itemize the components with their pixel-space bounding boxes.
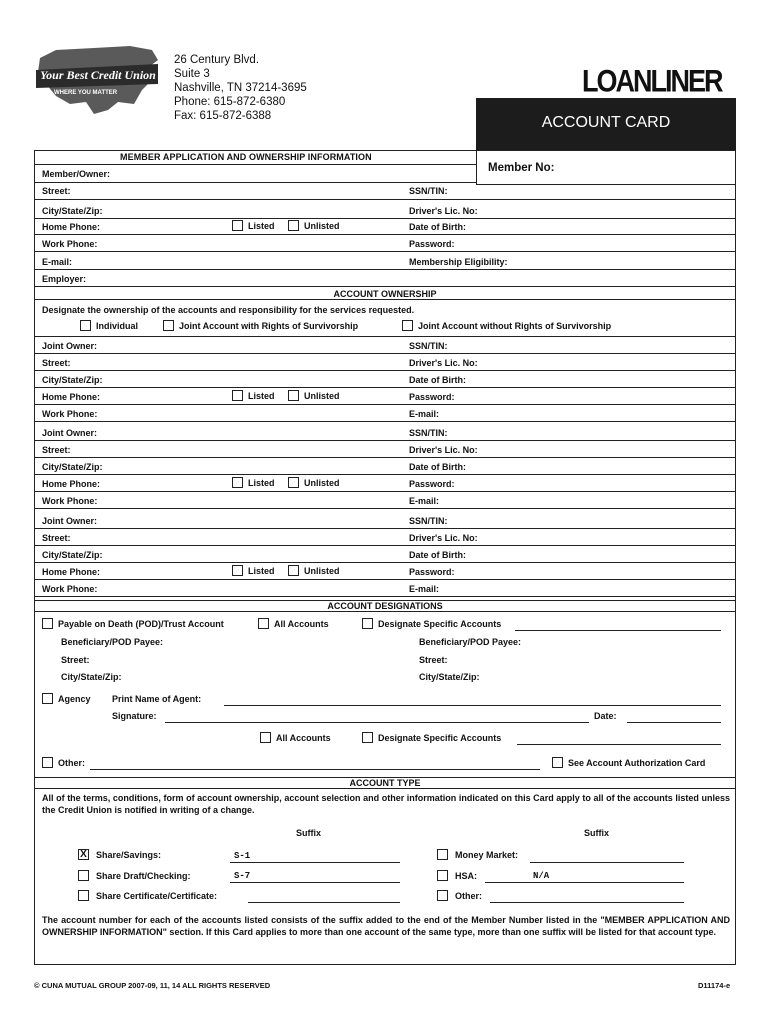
beneficiary-city-label: City/State/Zip: [61, 672, 122, 682]
agency-checkbox[interactable] [42, 694, 91, 705]
share-draft-checkbox[interactable] [78, 871, 191, 882]
money-market-checkbox[interactable] [437, 850, 518, 861]
form-frame [34, 150, 736, 965]
agent-name-line[interactable] [224, 705, 721, 706]
row-divider [34, 474, 736, 475]
city-label: City/State/Zip: [42, 462, 103, 472]
hsa-label: HSA: [455, 871, 477, 881]
street-label: Street: [42, 445, 71, 455]
city-label: City/State/Zip: [42, 550, 103, 560]
row-divider [34, 508, 736, 509]
work-phone-label: Work Phone: [42, 239, 98, 249]
account-number-note: The account number for each of the accounts listed consists of the suffix added to the end of the Member Number listed in the "MEMBER APPLICATION AND OWNERSHIP INFORMATION" section. If this Card applies to more than one account of the same type, more than one suffix will be listed for that account type. [42, 915, 730, 937]
share-draft-label: Share Draft/Checking: [96, 871, 191, 881]
logo-tagline: WHERE YOU MATTER [54, 90, 118, 96]
listed-checkbox[interactable] [232, 221, 275, 232]
joint-no-rights-checkbox[interactable] [402, 321, 611, 332]
account-card-title-bar [476, 98, 736, 150]
suffix-heading: Suffix [296, 828, 322, 838]
member-no-label: Member No: [488, 162, 555, 174]
checkbox-icon [80, 320, 91, 331]
designations-title: ACCOUNT DESIGNATIONS [34, 600, 736, 612]
address-line: 26 Century Blvd. [174, 54, 260, 66]
row-divider [34, 387, 736, 388]
pod-specific-checkbox[interactable] [362, 619, 501, 630]
home-phone-label: Home Phone: [42, 567, 101, 577]
city-label: City/State/Zip: [42, 375, 103, 385]
unlisted-label: Unlisted [304, 478, 340, 488]
checkbox-icon [437, 890, 448, 901]
row-divider [34, 491, 736, 492]
dob-label: Date of Birth: [409, 550, 466, 560]
share-cert-label: Share Certificate/Certificate: [96, 891, 218, 901]
agency-label: Agency [58, 694, 91, 704]
listed-label: Listed [248, 221, 275, 231]
email-label: E-mail: [409, 496, 440, 506]
ownership-instruction: Designate the ownership of the accounts and responsibility for the services requested. [42, 305, 415, 315]
checkbox-icon [42, 693, 53, 704]
unlisted-label: Unlisted [304, 566, 340, 576]
row-divider [34, 528, 736, 529]
work-phone-label: Work Phone: [42, 496, 98, 506]
address-line: Fax: 615-872-6388 [174, 110, 272, 122]
checkbox-icon [232, 220, 243, 231]
beneficiary-street-label-2: Street: [419, 655, 448, 665]
checkbox-icon [437, 849, 448, 860]
other-label: Other: [58, 758, 85, 768]
work-phone-label: Work Phone: [42, 409, 98, 419]
usa-map-logo-icon [34, 44, 160, 124]
checkbox-icon [232, 390, 243, 401]
checkbox-icon [402, 320, 413, 331]
beneficiary-street-label: Street: [61, 655, 90, 665]
listed-label: Listed [248, 478, 275, 488]
listed-checkbox[interactable] [232, 391, 275, 402]
home-phone-label: Home Phone: [42, 479, 101, 489]
listed-checkbox[interactable] [232, 566, 275, 577]
unlisted-checkbox[interactable] [288, 478, 340, 489]
row-divider [34, 404, 736, 405]
row-divider [34, 440, 736, 441]
email-label: E-mail: [409, 584, 440, 594]
work-phone-label: Work Phone: [42, 584, 98, 594]
hsa-checkbox[interactable] [437, 871, 477, 882]
checkbox-icon [288, 220, 299, 231]
date-line[interactable] [627, 722, 721, 723]
password-label: Password: [409, 392, 455, 402]
checkbox-icon [232, 565, 243, 576]
password-label: Password: [409, 567, 455, 577]
checkbox-icon [288, 477, 299, 488]
listed-label: Listed [248, 391, 275, 401]
employer-label: Employer: [42, 274, 87, 284]
address-line: Suite 3 [174, 68, 210, 80]
street-label: Street: [42, 358, 71, 368]
row-divider [34, 421, 736, 422]
share-savings-checkbox[interactable] [78, 850, 161, 861]
street-label: Street: [42, 186, 71, 196]
dob-label: Date of Birth: [409, 375, 466, 385]
checkbox-icon [78, 870, 89, 881]
all-accounts-label: All Accounts [276, 733, 331, 743]
ssn-label: SSN/TIN: [409, 516, 448, 526]
beneficiary-label: Beneficiary/POD Payee: [61, 637, 164, 647]
all-accounts-label: All Accounts [274, 619, 329, 629]
ssn-label: SSN/TIN: [409, 186, 448, 196]
joint-owner-label: Joint Owner: [42, 428, 98, 438]
joint-rights-label: Joint Account with Rights of Survivorship [179, 321, 359, 331]
home-phone-label: Home Phone: [42, 222, 101, 232]
cu-address [174, 53, 307, 123]
date-label: Date: [594, 711, 617, 721]
suffix-heading-2: Suffix [584, 828, 610, 838]
member-owner-label: Member/Owner: [42, 169, 111, 179]
other-line[interactable] [90, 769, 540, 770]
drivers-lic-label: Driver's Lic. No: [409, 358, 478, 368]
checkbox-icon [362, 618, 373, 629]
checkbox-icon [163, 320, 174, 331]
row-divider [34, 370, 736, 371]
checkbox-icon [42, 618, 53, 629]
agency-specific-checkbox[interactable] [362, 733, 501, 744]
checkbox-icon [232, 477, 243, 488]
ownership-title: ACCOUNT OWNERSHIP [34, 289, 736, 300]
see-auth-label: See Account Authorization Card [568, 758, 706, 768]
account-card-title: ACCOUNT CARD [541, 114, 671, 131]
drivers-lic-label: Driver's Lic. No: [409, 206, 478, 216]
print-agent-label: Print Name of Agent: [112, 694, 202, 704]
terms-text: All of the terms, conditions, form of account ownership, account selection and other information indicated on this Card apply to all of the accounts listed unless the Credit Union is notified in writing of a change. [42, 793, 730, 815]
dob-label: Date of Birth: [409, 462, 466, 472]
checkbox-icon [362, 732, 373, 743]
credit-union-logo [34, 44, 160, 124]
pod-all-accounts-checkbox[interactable] [258, 619, 329, 630]
individual-label: Individual [96, 321, 139, 331]
checkbox-icon [288, 390, 299, 401]
row-divider [34, 457, 736, 458]
city-label: City/State/Zip: [42, 206, 103, 216]
joint-owner-label: Joint Owner: [42, 516, 98, 526]
account-type-title: ACCOUNT TYPE [34, 777, 736, 789]
home-phone-label: Home Phone: [42, 392, 101, 402]
checkbox-icon [552, 757, 563, 768]
email-label: E-mail: [42, 257, 73, 267]
signature-label: Signature: [112, 711, 157, 721]
address-line: Phone: 615-872-6380 [174, 96, 286, 108]
pod-checkbox[interactable] [42, 619, 224, 630]
ssn-label: SSN/TIN: [409, 428, 448, 438]
agency-all-accounts-checkbox[interactable] [260, 733, 331, 744]
other-type-checkbox[interactable] [437, 891, 482, 902]
row-divider [34, 562, 736, 563]
unlisted-checkbox[interactable] [288, 221, 340, 232]
listed-label: Listed [248, 566, 275, 576]
checkbox-icon [437, 870, 448, 881]
address-line: Nashville, TN 37214-3695 [174, 82, 307, 94]
joint-owner-label: Joint Owner: [42, 341, 98, 351]
pod-label: Payable on Death (POD)/Trust Account [58, 619, 224, 629]
listed-checkbox[interactable] [232, 478, 275, 489]
unlisted-checkbox[interactable] [288, 566, 340, 577]
share-savings-suffix[interactable]: S-1 [234, 851, 251, 861]
share-cert-checkbox[interactable] [78, 891, 217, 902]
checkbox-icon [42, 757, 53, 768]
hsa-suffix[interactable]: N/A [533, 871, 550, 881]
specific-label: Designate Specific Accounts [378, 733, 502, 743]
unlisted-label: Unlisted [304, 221, 340, 231]
checkbox-icon [78, 890, 89, 901]
other-designation-checkbox[interactable] [42, 758, 85, 769]
drivers-lic-label: Driver's Lic. No: [409, 533, 478, 543]
beneficiary-label-2: Beneficiary/POD Payee: [419, 637, 522, 647]
row-divider [34, 545, 736, 546]
email-label: E-mail: [409, 409, 440, 419]
other-type-label: Other: [455, 891, 482, 901]
logo-text: Your Best Credit Union [40, 68, 156, 82]
checked-box-icon: X [78, 849, 89, 860]
ssn-label: SSN/TIN: [409, 341, 448, 351]
individual-checkbox[interactable] [80, 321, 138, 332]
specific-label: Designate Specific Accounts [378, 619, 502, 629]
joint-no-rights-label: Joint Account without Rights of Survivorship [418, 321, 612, 331]
beneficiary-city-label-2: City/State/Zip: [419, 672, 480, 682]
form-number: D11174-e [698, 981, 731, 990]
share-savings-label: Share/Savings: [96, 850, 162, 860]
street-label: Street: [42, 533, 71, 543]
row-divider [34, 579, 736, 580]
checkbox-icon [288, 565, 299, 576]
password-label: Password: [409, 479, 455, 489]
password-label: Password: [409, 239, 455, 249]
member-section-title: MEMBER APPLICATION AND OWNERSHIP INFORMATION [120, 152, 372, 162]
loanliner-brand: LOANLINER [582, 63, 722, 99]
copyright: © CUNA MUTUAL GROUP 2007-09, 11, 14 ALL RIGHTS RESERVED [34, 981, 271, 990]
money-market-label: Money Market: [455, 850, 519, 860]
joint-rights-checkbox[interactable] [163, 321, 358, 332]
row-divider [34, 353, 736, 354]
unlisted-checkbox[interactable] [288, 391, 340, 402]
checkbox-icon [260, 732, 271, 743]
eligibility-label: Membership Eligibility: [409, 257, 508, 267]
dob-label: Date of Birth: [409, 222, 466, 232]
unlisted-label: Unlisted [304, 391, 340, 401]
checkbox-icon [258, 618, 269, 629]
row-divider [34, 596, 736, 597]
signature-line[interactable] [165, 722, 589, 723]
share-draft-suffix[interactable]: S-7 [234, 871, 251, 881]
see-auth-checkbox[interactable] [552, 758, 705, 769]
drivers-lic-label: Driver's Lic. No: [409, 445, 478, 455]
